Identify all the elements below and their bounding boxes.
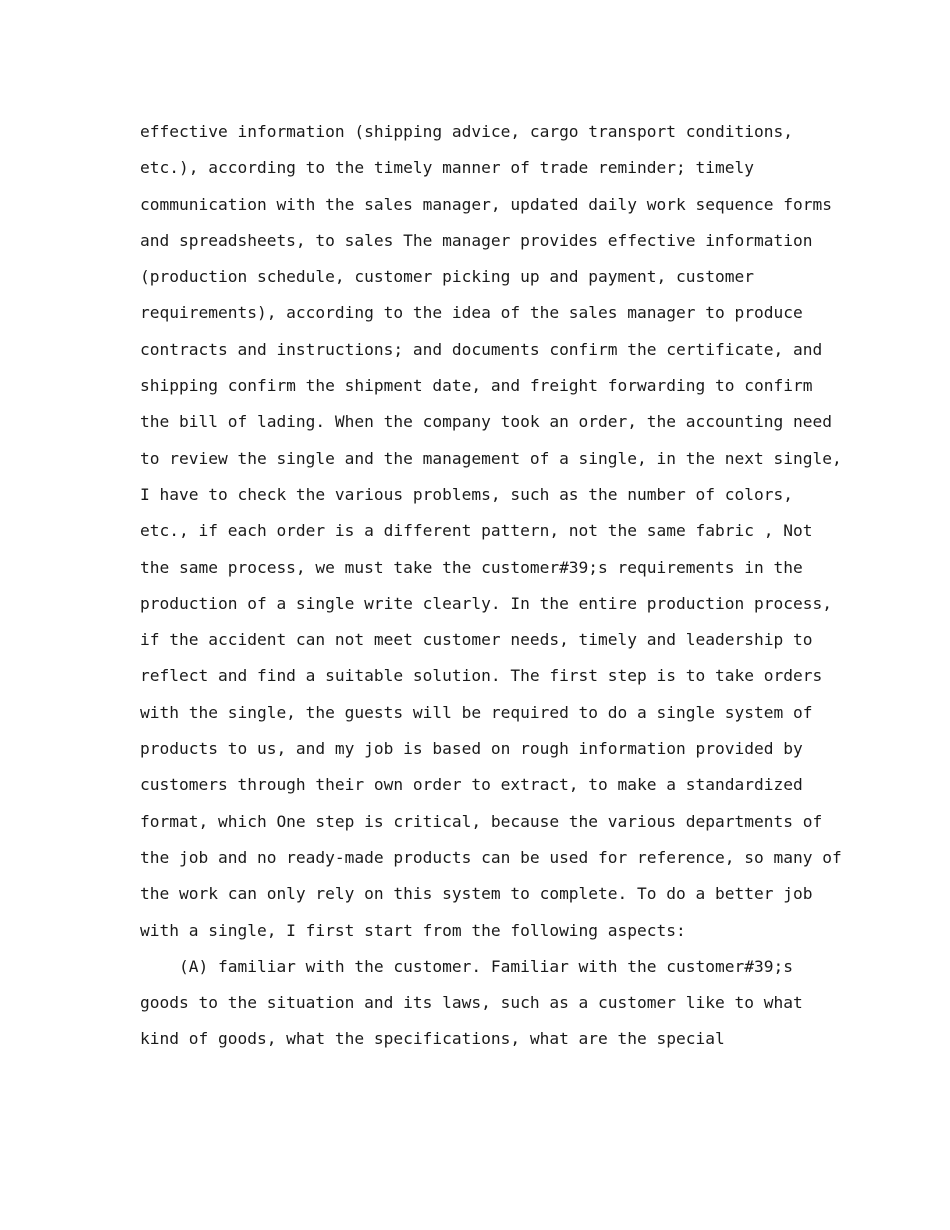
text-line: to review the single and the management of a single, in the next single, bbox=[140, 448, 842, 468]
text-line: shipping confirm the shipment date, and freight forwarding to confirm bbox=[140, 376, 813, 396]
text-line: and spreadsheets, to sales The manager provides effective information bbox=[140, 230, 813, 250]
text-line: if the accident can not meet customer needs, timely and leadership to bbox=[140, 630, 813, 650]
text-line: format, which One step is critical, because the various departments of bbox=[140, 811, 823, 831]
text-line: I have to check the various problems, such as the number of colors, bbox=[140, 484, 793, 504]
text-line: communication with the sales manager, updated daily work sequence forms bbox=[140, 194, 832, 214]
text-line: requirements), according to the idea of the sales manager to produce bbox=[140, 303, 803, 323]
text-line: (production schedule, customer picking up and payment, customer bbox=[140, 267, 754, 287]
text-line: with the single, the guests will be required to do a single system of bbox=[140, 702, 813, 722]
text-line: reflect and find a suitable solution. The first step is to take orders bbox=[140, 666, 823, 686]
text-line: etc., if each order is a different pattern, not the same fabric , Not bbox=[140, 521, 813, 541]
text-line: with a single, I first start from the following aspects: bbox=[140, 920, 686, 940]
text-line: etc.), according to the timely manner of trade reminder; timely bbox=[140, 158, 754, 178]
body-text bbox=[140, 114, 840, 1058]
text-line: goods to the situation and its laws, such as a customer like to what bbox=[140, 993, 803, 1013]
text-line: the work can only rely on this system to complete. To do a better job bbox=[140, 884, 813, 904]
text-line: kind of goods, what the specifications, what are the special bbox=[140, 1029, 725, 1049]
text-line: production of a single write clearly. In the entire production process, bbox=[140, 593, 832, 613]
text-line: effective information (shipping advice, cargo transport conditions, bbox=[140, 122, 793, 141]
text-line: contracts and instructions; and documents confirm the certificate, and bbox=[140, 339, 823, 359]
text-line: the bill of lading. When the company took an order, the accounting need bbox=[140, 412, 832, 432]
text-line: (A) familiar with the customer. Familiar with the customer#39;s bbox=[140, 956, 793, 976]
text-line: the same process, we must take the customer#39;s requirements in the bbox=[140, 557, 803, 577]
text-line: products to us, and my job is based on rough information provided by bbox=[140, 739, 803, 759]
text-line: the job and no ready-made products can be used for reference, so many of bbox=[140, 847, 842, 867]
text-line: customers through their own order to extract, to make a standardized bbox=[140, 775, 803, 795]
